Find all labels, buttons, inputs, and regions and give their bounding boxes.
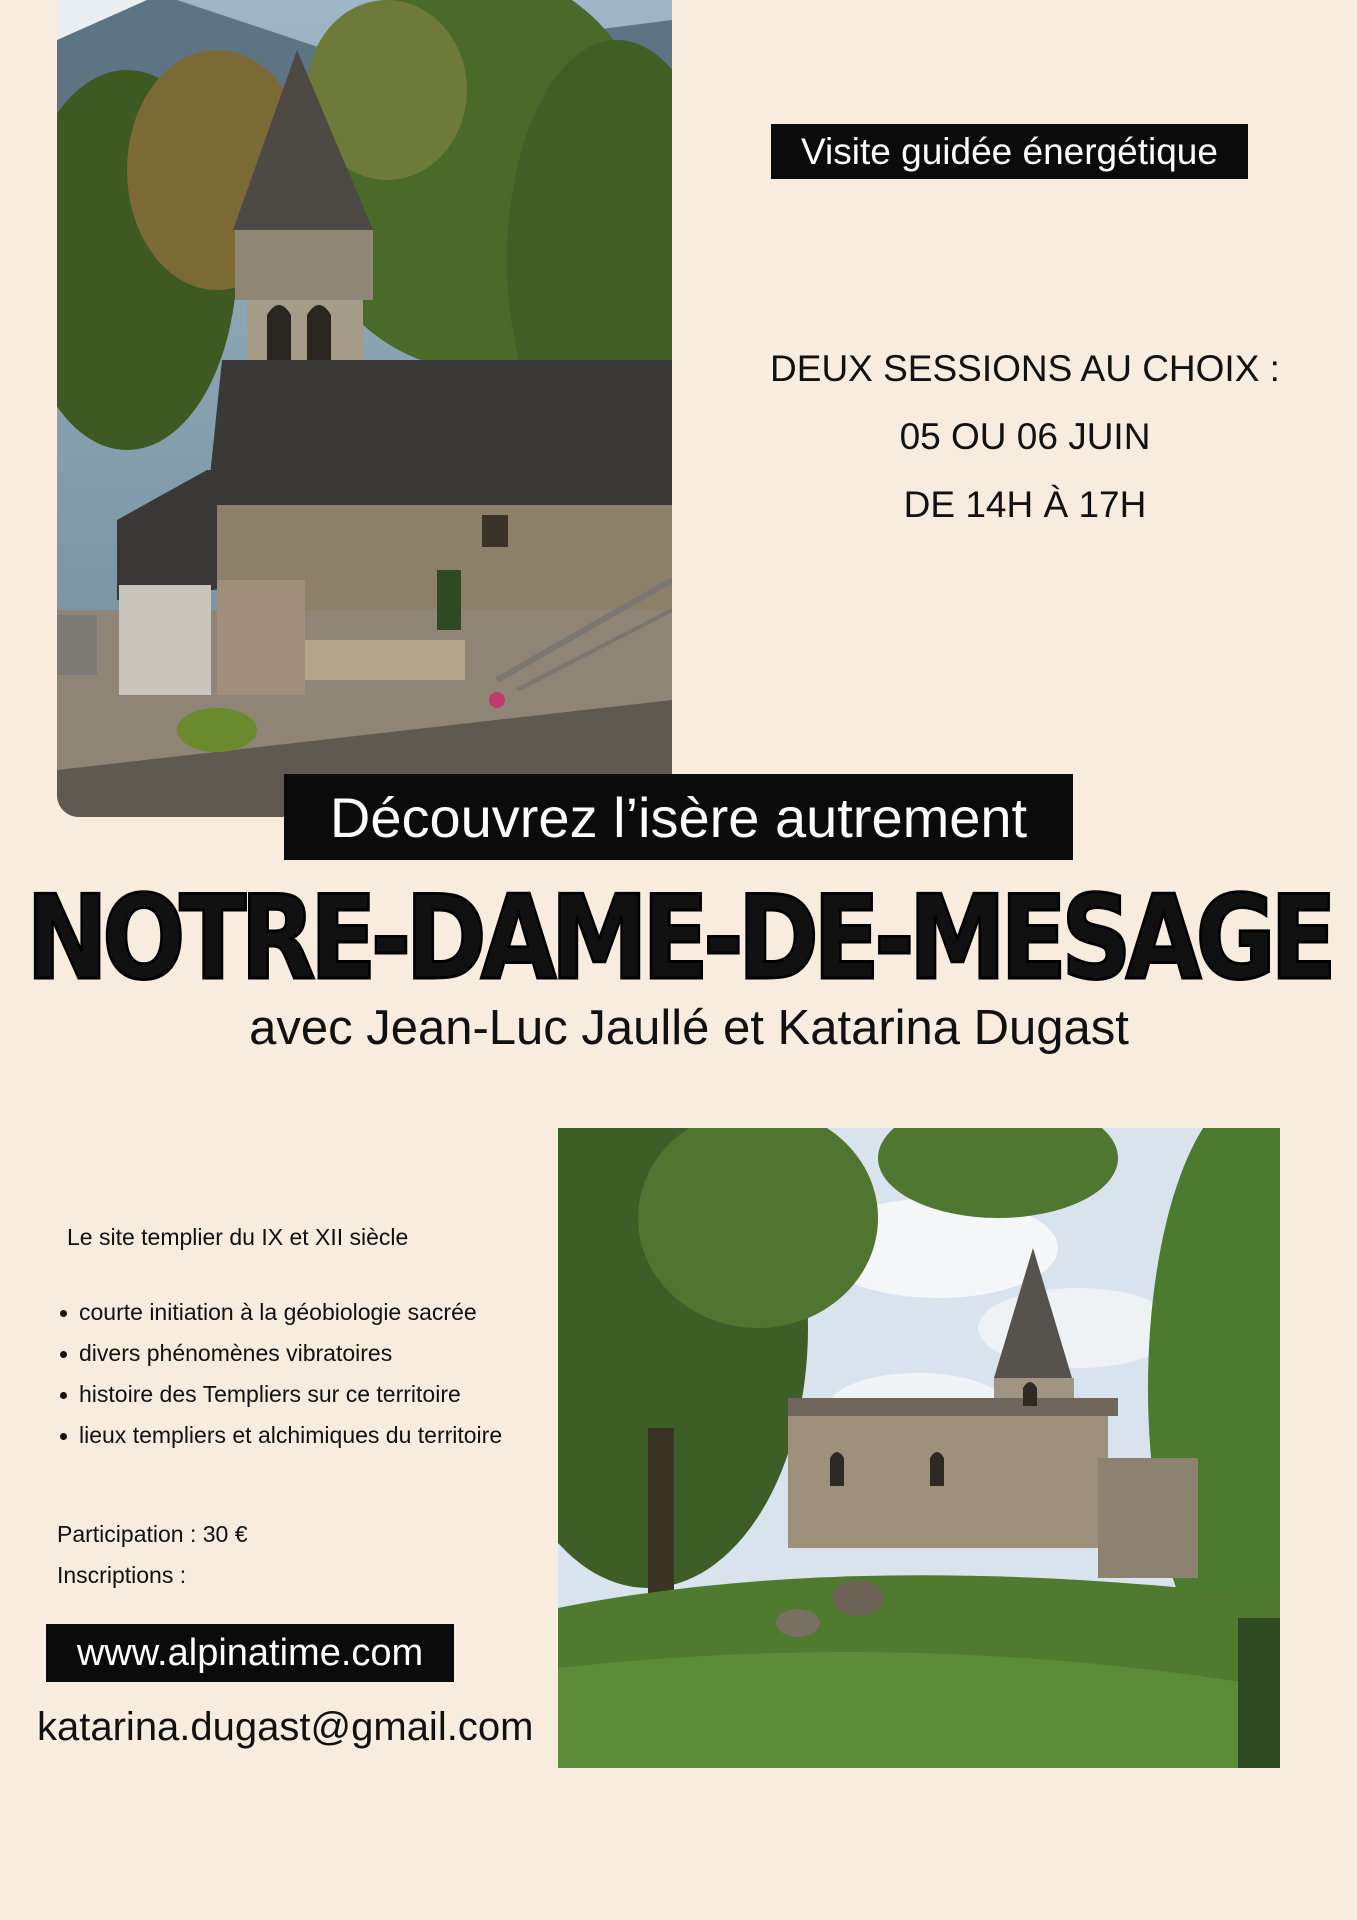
list-item: courte initiation à la géobiologie sacrée (57, 1292, 502, 1333)
sessions-info (720, 335, 1330, 539)
session-dates: 05 OU 06 JUIN (899, 416, 1151, 457)
site-description: Le site templier du IX et XII siècle (67, 1224, 409, 1250)
list-item: divers phénomènes vibratoires (57, 1333, 502, 1374)
highlights-list (57, 1292, 502, 1456)
participation-price: Participation : 30 € (57, 1521, 248, 1547)
session-hours: DE 14H À 17H (903, 484, 1147, 525)
contact-email[interactable]: katarina.dugast@gmail.com (37, 1705, 534, 1749)
hosts-line: avec Jean-Luc Jaullé et Katarina Dugast (249, 1001, 1129, 1055)
list-item: lieux templiers et alchimiques du territoire (57, 1415, 502, 1456)
page-title: NOTRE-DAME-DE-MESAGE (26, 872, 1331, 1007)
event-type-label: Visite guidée énergétique (771, 124, 1248, 179)
inscriptions-label: Inscriptions : (57, 1562, 187, 1588)
website-link[interactable]: www.alpinatime.com (46, 1624, 454, 1682)
list-item: histoire des Templiers sur ce territoire (57, 1374, 502, 1415)
sessions-heading: DEUX SESSIONS AU CHOIX : (770, 348, 1280, 389)
chapel-photo-bottom (558, 1128, 1280, 1768)
chapel-photo-top (57, 0, 672, 817)
tagline-label: Découvrez l’isère autrement (284, 774, 1073, 860)
